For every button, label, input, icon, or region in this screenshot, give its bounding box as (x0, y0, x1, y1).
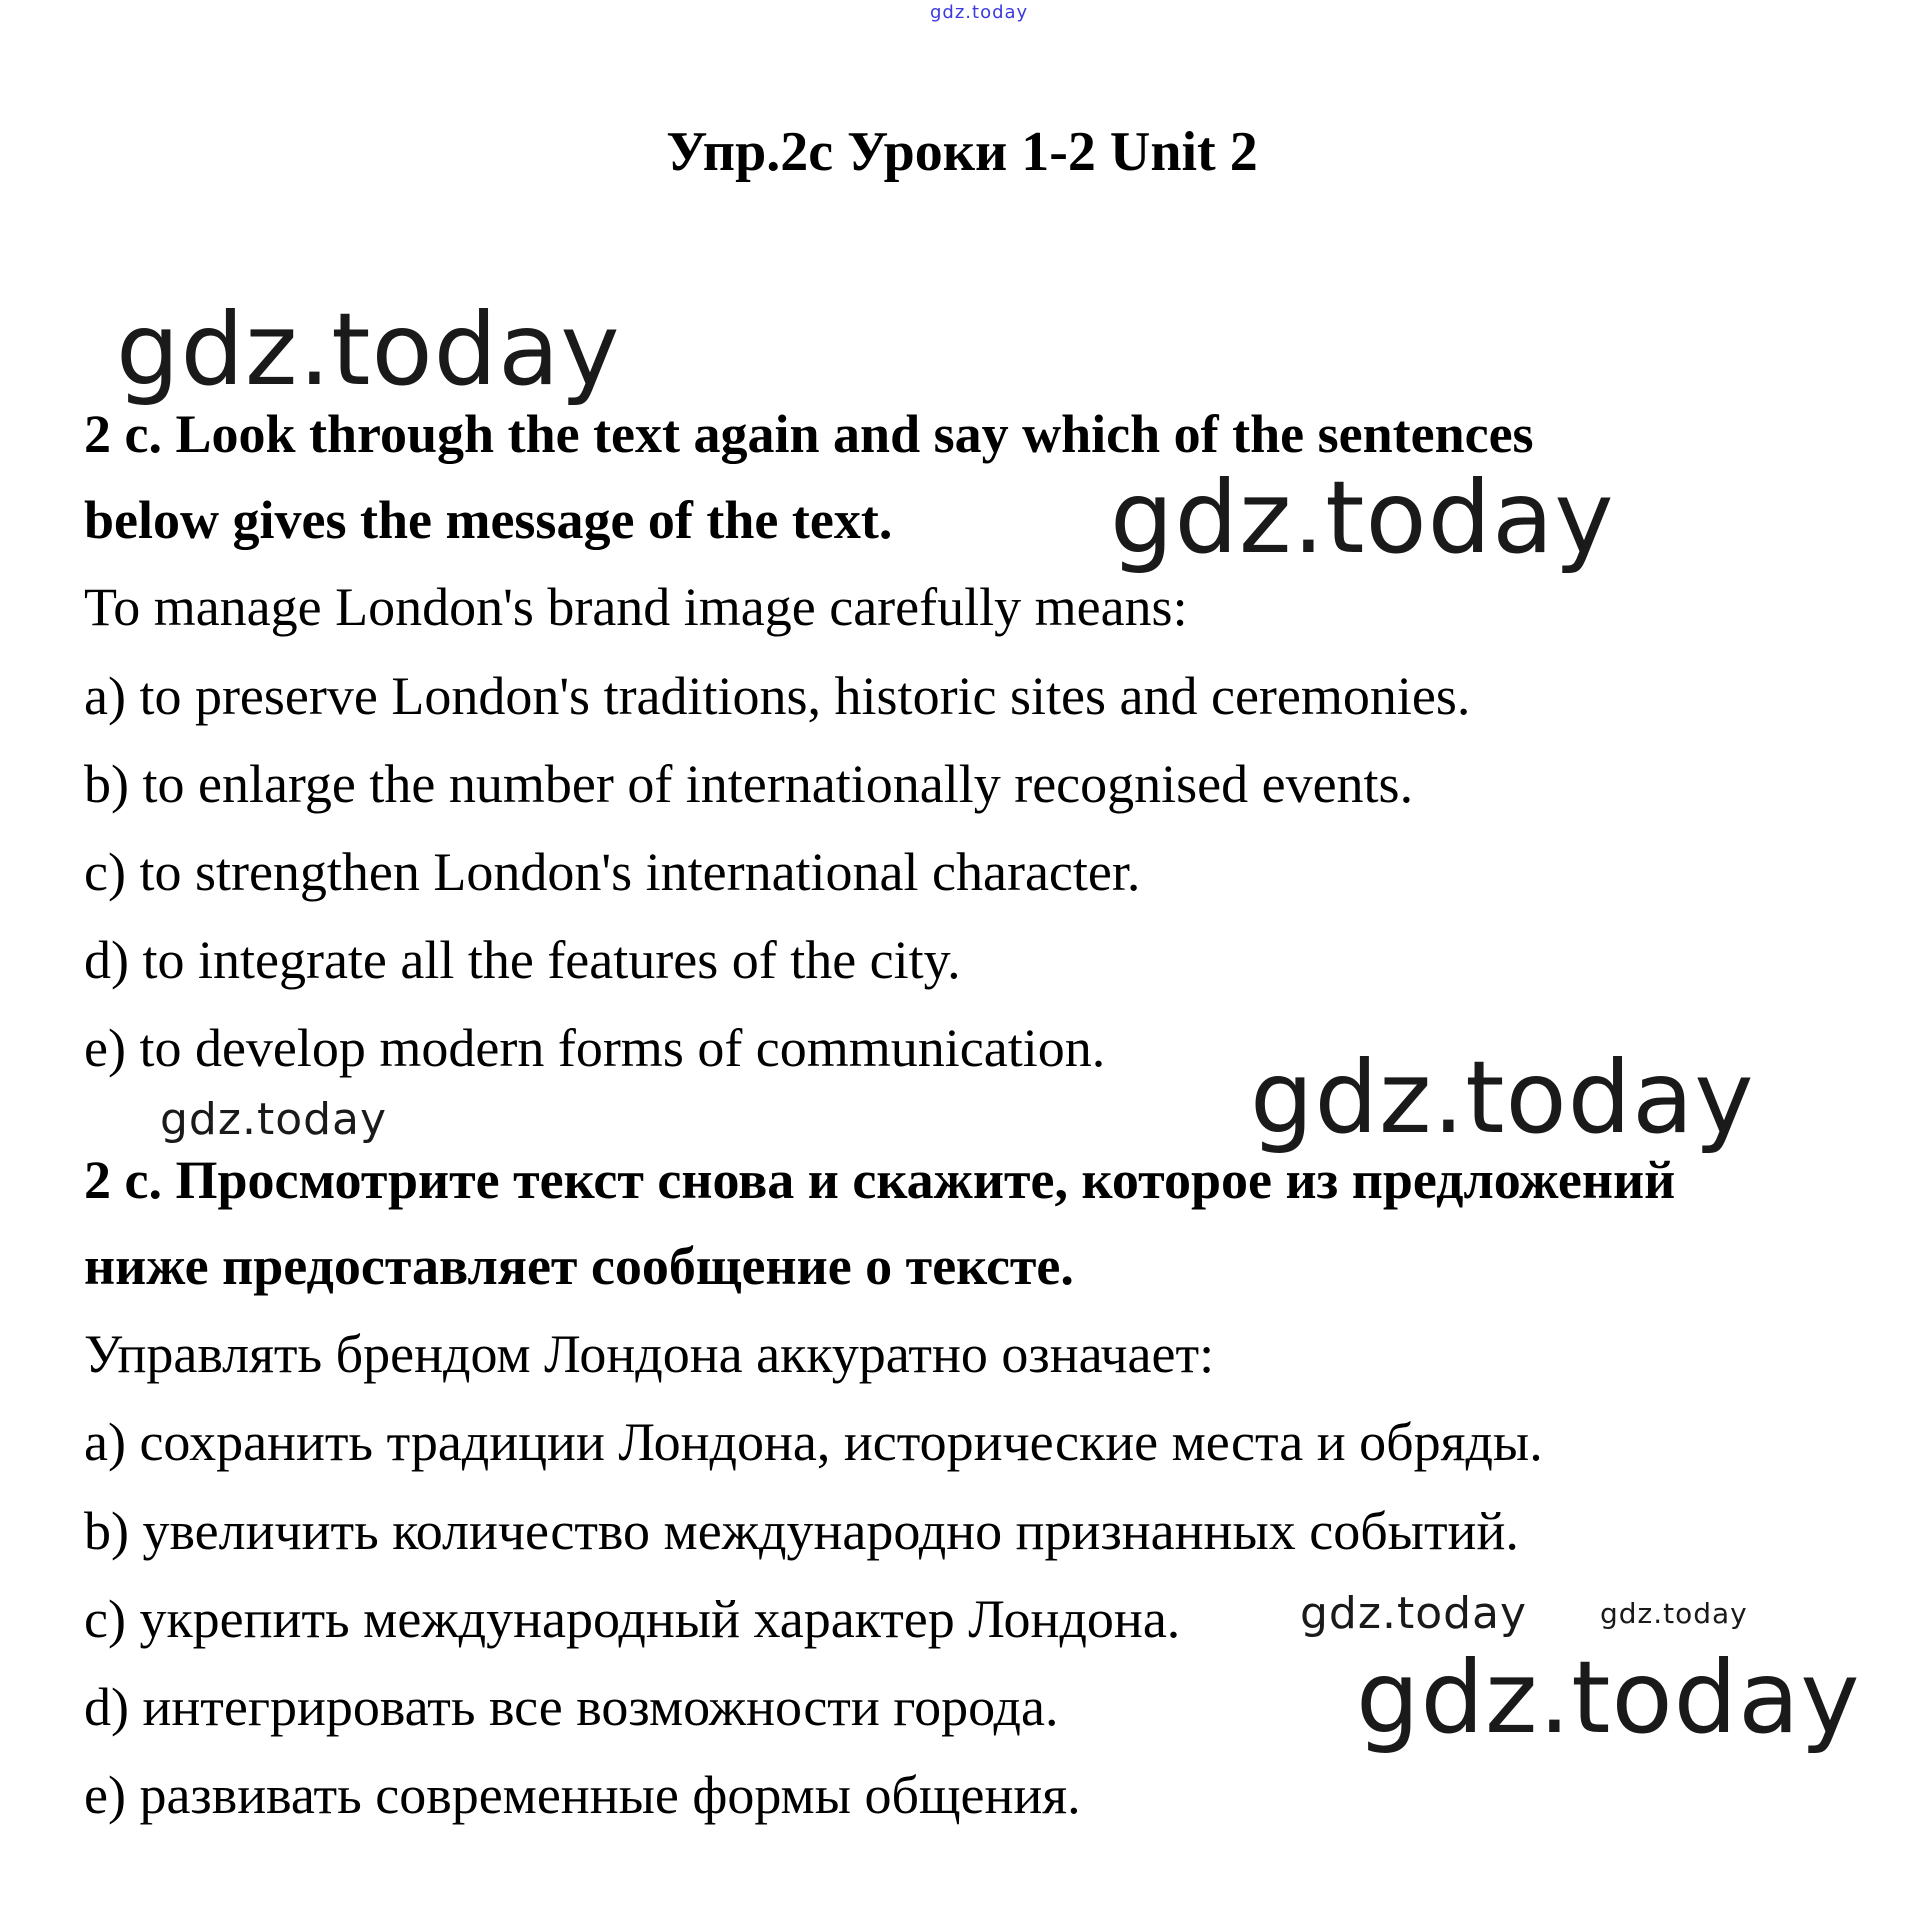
english-option-d: d) to integrate all the features of the city. (84, 930, 961, 990)
watermark-top: gdz.today (930, 2, 1029, 23)
english-option-a: a) to preserve London's traditions, historic sites and ceremonies. (84, 666, 1471, 726)
watermark: gdz.today (160, 1094, 388, 1145)
watermark: gdz.today (1250, 1039, 1755, 1156)
russian-option-d: d) интегрировать все возможности города. (84, 1677, 1059, 1737)
russian-intro: Управлять брендом Лондона аккуратно означает: (84, 1324, 1215, 1384)
russian-option-a: a) сохранить традиции Лондона, исторические места и обряды. (84, 1412, 1543, 1472)
watermark: gdz.today (116, 291, 621, 408)
russian-option-c: c) укрепить международный характер Лондона. (84, 1589, 1181, 1649)
watermark: gdz.today (1356, 1639, 1861, 1756)
english-option-c: c) to strengthen London's international character. (84, 842, 1141, 902)
watermark: gdz.today (1110, 459, 1615, 576)
watermark: gdz.today (1300, 1588, 1528, 1639)
page-title: Упр.2с Уроки 1-2 Unit 2 (666, 121, 1258, 183)
english-heading-cont: below gives the message of the text. (84, 490, 893, 550)
russian-option-e: e) развивать современные формы общения. (84, 1765, 1081, 1825)
english-option-e: e) to develop modern forms of communication. (84, 1018, 1106, 1078)
watermark: gdz.today (1600, 1597, 1748, 1630)
russian-option-b: b) увеличить количество международно признанных событий. (84, 1501, 1519, 1561)
english-intro: To manage London's brand image carefully means: (84, 577, 1188, 637)
english-heading: 2 c. Look through the text again and say which of the sentences (84, 404, 1534, 464)
russian-heading-cont: ниже предоставляет сообщение о тексте. (84, 1236, 1074, 1296)
russian-heading: 2 с. Просмотрите текст снова и скажите, которое из предложений (84, 1150, 1676, 1210)
english-option-b: b) to enlarge the number of internationally recognised events. (84, 754, 1414, 814)
